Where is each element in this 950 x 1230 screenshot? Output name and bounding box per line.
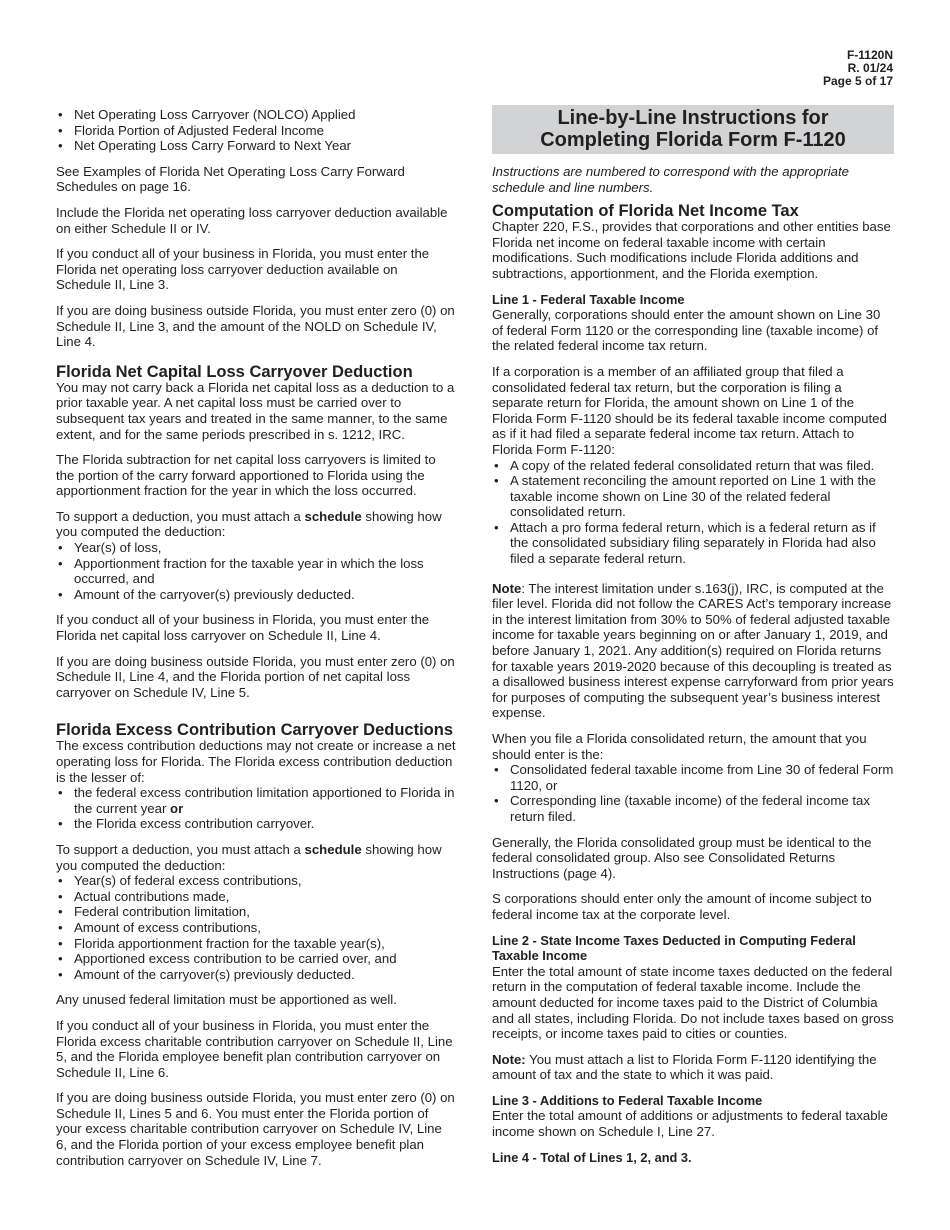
list-item: • Year(s) of loss,: [56, 540, 456, 556]
paragraph: Enter the total amount of additions or adjustments to federal taxable income shown on Schedule I, Line 27.: [492, 1108, 888, 1140]
paragraph: To support a deduction, you must attach a schedule showing how you computed the deduction:: [56, 841, 442, 873]
paragraph: S corporations should enter only the amount of income subject to federal income tax at the corporate level.: [492, 891, 872, 922]
paragraph: Generally, corporations should enter the amount shown on Line 30 of federal Form 1120 or the corresponding line (taxable income) of the related federal income tax return.: [492, 307, 881, 354]
paragraph: If you are doing business outside Florida, you must enter zero (0) on Schedule II, Line 3, and the amount of the NOLD on Schedule IV, Line 4.: [56, 302, 455, 350]
form-number: F-1120N: [846, 48, 893, 62]
paragraph: Chapter 220, F.S., provides that corporations and other entities base Florida net income on federal taxable income with certain modifications. Such modifications include Florida additions and subtractions, apportionment, and the Florida exemption.: [492, 219, 891, 281]
section-heading-capital-loss: Florida Net Capital Loss Carryover Deduction: [56, 362, 413, 381]
list-item: • Corresponding line (taxable income) of the federal income tax return filed.: [492, 793, 894, 824]
capital-loss-schedule-list: [56, 540, 456, 602]
line4-heading: Line 4 - Total of Lines 1, 2, and 3.: [492, 1149, 692, 1165]
list-item: • Consolidated federal taxable income from Line 30 of federal Form 1120, or: [492, 762, 894, 793]
paragraph: If a corporation is a member of an affiliated group that filed a consolidated federal tax return, but the corporation is filing a separate return for Florida, the amount shown on Line 1 of the Florida Form F-1120 should be its federal taxable income computed as if it had filed a separate federal income tax return. Attach to Florida Form F-1120:: [492, 363, 887, 457]
section-banner: [492, 105, 894, 154]
line1-heading: Line 1 - Federal Taxable Income: [492, 291, 685, 307]
list-item: • Year(s) of federal excess contributions,: [56, 873, 456, 889]
list-item: • Florida apportionment fraction for the taxable year(s),: [56, 936, 456, 952]
line2-heading: Line 2 - State Income Taxes Deducted in Computing Federal Taxable Income: [492, 932, 856, 964]
page-number: Page 5 of 17: [822, 74, 893, 88]
paragraph: See Examples of Florida Net Operating Loss Carry Forward Schedules on page 16.: [56, 163, 405, 195]
list-item: • Apportioned excess contribution to be carried over, and: [56, 951, 456, 967]
excess-schedule-list: [56, 873, 456, 982]
paragraph: The Florida subtraction for net capital loss carryovers is limited to the portion of the carry forward apportioned to Florida using the apportionment fraction for the year in which the loss occurred.: [56, 452, 436, 499]
list-item: • Amount of excess contributions,: [56, 920, 456, 936]
note-paragraph: Note: The interest limitation under s.163(j), IRC, is computed at the filer level. Florida did not follow the CARES Act’s temporary increase in the interest limitation from 30% to 50% of federal adjusted taxable income for taxable years beginning on or after January 1, 2019, and before January 1, 2021. Any addition(s) required on Florida returns for taxable years 2019-2020 because of this decoupling is treated as a disallowed business interest expense carryforward from prior years for purposes of computing the subsequent year’s business interest expense.: [492, 580, 894, 721]
banner-line: Line-by-Line Instructions for: [557, 107, 829, 129]
paragraph: If you conduct all of your business in Florida, you must enter the Florida excess charitable contribution carryover on Schedule II, Line 5, and the Florida employee benefit plan contribution carryover on Schedule II, Line 6.: [56, 1017, 453, 1080]
section-heading-excess-contribution: Florida Excess Contribution Carryover Deductions: [56, 721, 453, 740]
list-item: • Amount of the carryover(s) previously deducted.: [56, 967, 456, 983]
left-column: [56, 107, 456, 1178]
paragraph: When you file a Florida consolidated return, the amount that you should enter is the:: [492, 731, 867, 762]
section-heading-computation: Computation of Florida Net Income Tax: [492, 202, 799, 221]
paragraph: Any unused federal limitation must be apportioned as well.: [56, 992, 397, 1008]
paragraph: To support a deduction, you must attach a schedule showing how you computed the deduction:: [56, 508, 442, 540]
paragraph: Generally, the Florida consolidated group must be identical to the federal consolidated group. Also see Consolidated Returns Instructions (page 4).: [492, 834, 872, 881]
paragraph: You may not carry back a Florida net capital loss as a deduction to a prior taxable year. A net capital loss must be carried over to subsequent tax years and treated in the same manner, to the same extent, and for the same periods prescribed in s. 1212, IRC.: [56, 379, 455, 442]
paragraph: If you are doing business outside Florida, you must enter zero (0) on Schedule II, Lines 5 and 6. You must enter the Florida portion of your excess charitable contribution carryover on Schedule IV, Line 6, and the Florida portion of your excess employee benefit plan contribution carryover on Schedule IV, Line 7.: [56, 1090, 455, 1168]
list-item: • Apportionment fraction for the taxable year in which the loss occurred, and: [56, 556, 456, 587]
paragraph: If you conduct all of your business in Florida, you must enter the Florida net operating loss carryover deduction available on Schedule II, Line 3.: [56, 246, 430, 293]
paragraph: Include the Florida net operating loss carryover deduction available on either Schedule II or IV.: [56, 204, 448, 236]
form-revision: R. 01/24: [847, 61, 893, 75]
consolidated-list: [492, 762, 894, 824]
list-item: • Net Operating Loss Carryover (NOLCO) Applied: [56, 107, 456, 123]
paragraph: If you conduct all of your business in Florida, you must enter the Florida net capital loss carryover on Schedule II, Line 4.: [56, 612, 430, 644]
list-item: • Federal contribution limitation,: [56, 904, 456, 920]
list-item: • Amount of the carryover(s) previously deducted.: [56, 587, 456, 603]
paragraph: The excess contribution deductions may not create or increase a net operating loss for Florida. The Florida excess contribution deduction is the lesser of:: [56, 738, 456, 785]
list-item: • A copy of the related federal consolidated return that was filed.: [492, 458, 894, 474]
banner-line: Completing Florida Form F-1120: [540, 129, 846, 151]
list-item: • the federal excess contribution limitation apportioned to Florida in the current year or: [56, 785, 456, 816]
list-item: • the Florida excess contribution carryover.: [56, 816, 456, 832]
list-item: • A statement reconciling the amount reported on Line 1 with the taxable income shown on Line 30 of the related federal consolidated return.: [492, 473, 894, 520]
right-column: [492, 107, 894, 1165]
list-item: • Net Operating Loss Carry Forward to Next Year: [56, 138, 456, 154]
line3-heading: Line 3 - Additions to Federal Taxable Income: [492, 1092, 763, 1108]
excess-lesser-of-list: [56, 785, 456, 832]
form-header: [823, 49, 893, 88]
list-item: • Attach a pro forma federal return, which is a federal return as if the consolidated subsidiary filing separately in Florida had also filed a separate federal return.: [492, 520, 894, 567]
nol-schedule-list: [56, 107, 456, 154]
paragraph: Enter the total amount of state income taxes deducted on the federal return in the computation of federal taxable income. Include the amount deducted for income taxes paid to the District of Columbia and all states, including Florida. Do not include taxes based on gross receipts, or income taxes paid to cities or counties.: [492, 963, 894, 1042]
list-item: • Florida Portion of Adjusted Federal Income: [56, 123, 456, 139]
paragraph: If you are doing business outside Florida, you must enter zero (0) on Schedule II, Line 4, and the Florida portion of net capital loss carryover on Schedule IV, Line 5.: [56, 653, 455, 700]
attach-list: [492, 458, 894, 567]
list-item: • Actual contributions made,: [56, 889, 456, 905]
note-paragraph: Note: You must attach a list to Florida Form F-1120 identifying the amount of tax and the state to which it was paid.: [492, 1051, 877, 1083]
intro-text: Instructions are numbered to correspond with the appropriate schedule and line numbers.: [492, 164, 849, 195]
